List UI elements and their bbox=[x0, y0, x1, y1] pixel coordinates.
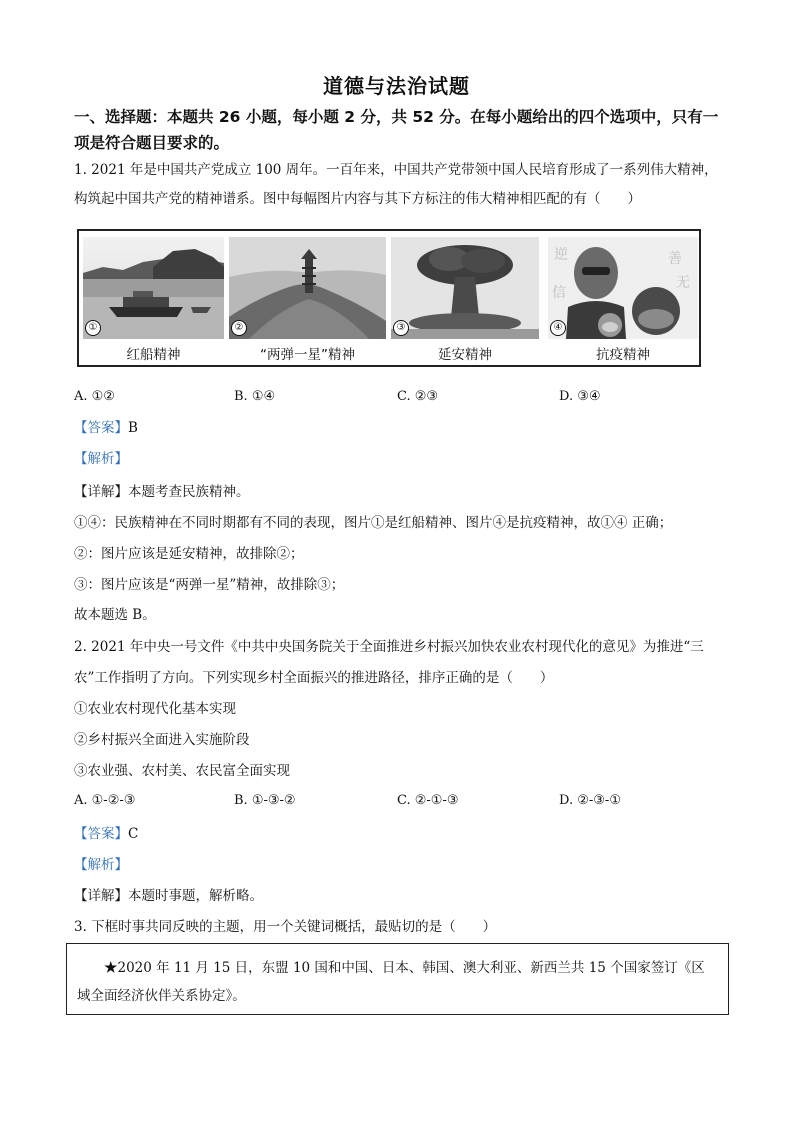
q1-figure bbox=[77, 229, 701, 367]
q1-stem-line-2: 构筑起中国共产党的精神谱系。图中每幅图片内容与其下方标注的伟大精神相匹配的有（ ） bbox=[74, 191, 641, 207]
q1-figure-caption-2: “两弹一星”精神 bbox=[260, 347, 355, 363]
q2-answer-value: C bbox=[128, 826, 139, 842]
q1-detail-line-5: 故本题选 B。 bbox=[74, 607, 156, 623]
q1-answer-tag: 【答案】 bbox=[74, 420, 128, 436]
q1-option-a: A. ①② bbox=[74, 389, 115, 404]
q2-answer-tag: 【答案】 bbox=[74, 826, 128, 842]
q2-stem-line-2: 农”工作指明了方向。下列实现乡村全面振兴的推进路径，排序正确的是（ ） bbox=[74, 670, 554, 686]
q1-detail-line-2: ①④：民族精神在不同时期都有不同的表现，图片①是红船精神、图片④是抗疫精神，故①④ 正确； bbox=[74, 515, 673, 531]
q1-detail-line-3: ②：图片应该是延安精神，故排除②； bbox=[74, 546, 304, 562]
red-boat-image bbox=[83, 237, 224, 339]
svg-text:逆: 逆 bbox=[554, 247, 568, 263]
q1-option-d: D. ③④ bbox=[559, 389, 601, 404]
q1-figure-num-3: ③ bbox=[393, 320, 409, 336]
q2-detail: 【详解】本题时事题，解析略。 bbox=[74, 888, 263, 904]
q1-option-b: B. ①④ bbox=[234, 389, 276, 404]
q1-option-c: C. ②③ bbox=[397, 389, 439, 404]
q2-item-1: ①农业农村现代化基本实现 bbox=[74, 701, 236, 717]
q3-news-text: ★2020 年 11 月 15 日，东盟 10 国和中国、日本、韩国、澳大利亚、新西兰共 15 个国家签订《区域全面经济伙伴关系协定》。 bbox=[77, 960, 705, 1004]
q1-figure-caption-1: 红船精神 bbox=[126, 347, 181, 363]
mushroom-cloud-image bbox=[391, 237, 539, 339]
q1-detail-line-4: ③：图片应该是“两弹一星”精神，故排除③； bbox=[74, 577, 345, 593]
q1-analysis-tag: 【解析】 bbox=[74, 451, 128, 467]
svg-text:信: 信 bbox=[552, 285, 566, 301]
medical-workers-image bbox=[548, 237, 698, 339]
q1-detail-line-1: 【详解】本题考查民族精神。 bbox=[74, 484, 250, 500]
svg-text:善: 善 bbox=[668, 251, 682, 267]
q2-answer bbox=[74, 824, 138, 844]
q2-option-b: B. ①-③-② bbox=[234, 793, 296, 808]
q2-option-a: A. ①-②-③ bbox=[74, 793, 136, 808]
q1-figure-num-1: ① bbox=[85, 320, 101, 336]
q2-option-d: D. ②-③-① bbox=[559, 793, 621, 808]
page-title: 道德与法治试题 bbox=[323, 74, 470, 98]
q3-news-box bbox=[66, 943, 729, 1015]
q2-item-2: ②乡村振兴全面进入实施阶段 bbox=[74, 732, 250, 748]
q1-figure-caption-4: 抗疫精神 bbox=[596, 347, 650, 363]
svg-text:无: 无 bbox=[676, 275, 690, 291]
q3-stem: 3. 下框时事共同反映的主题，用一个关键词概括，最贴切的是（ ） bbox=[74, 919, 497, 935]
section-heading: 一、选择题：本题共 26 小题，每小题 2 分，共 52 分。在每小题给出的四个选项中，只有一项是符合题目要求的。 bbox=[74, 108, 719, 152]
q2-analysis-tag: 【解析】 bbox=[74, 857, 128, 873]
q1-answer bbox=[74, 418, 138, 438]
q2-item-3: ③农业强、农村美、农民富全面实现 bbox=[74, 763, 290, 779]
q2-option-c: C. ②-①-③ bbox=[397, 793, 459, 808]
q1-stem-line-1: 1. 2021 年是中国共产党成立 100 周年。一百年来，中国共产党带领中国人民培育形成了一系列伟大精神， bbox=[74, 162, 718, 178]
q1-answer-value: B bbox=[128, 420, 138, 436]
q1-figure-num-2: ② bbox=[231, 320, 247, 336]
q1-figure-num-4: ④ bbox=[550, 320, 566, 336]
q2-stem-line-1: 2. 2021 年中央一号文件《中共中央国务院关于全面推进乡村振兴加快农业农村现代化的意见》为推进“三 bbox=[74, 639, 704, 655]
pagoda-hill-image bbox=[229, 237, 386, 339]
q1-figure-caption-3: 延安精神 bbox=[438, 347, 492, 363]
